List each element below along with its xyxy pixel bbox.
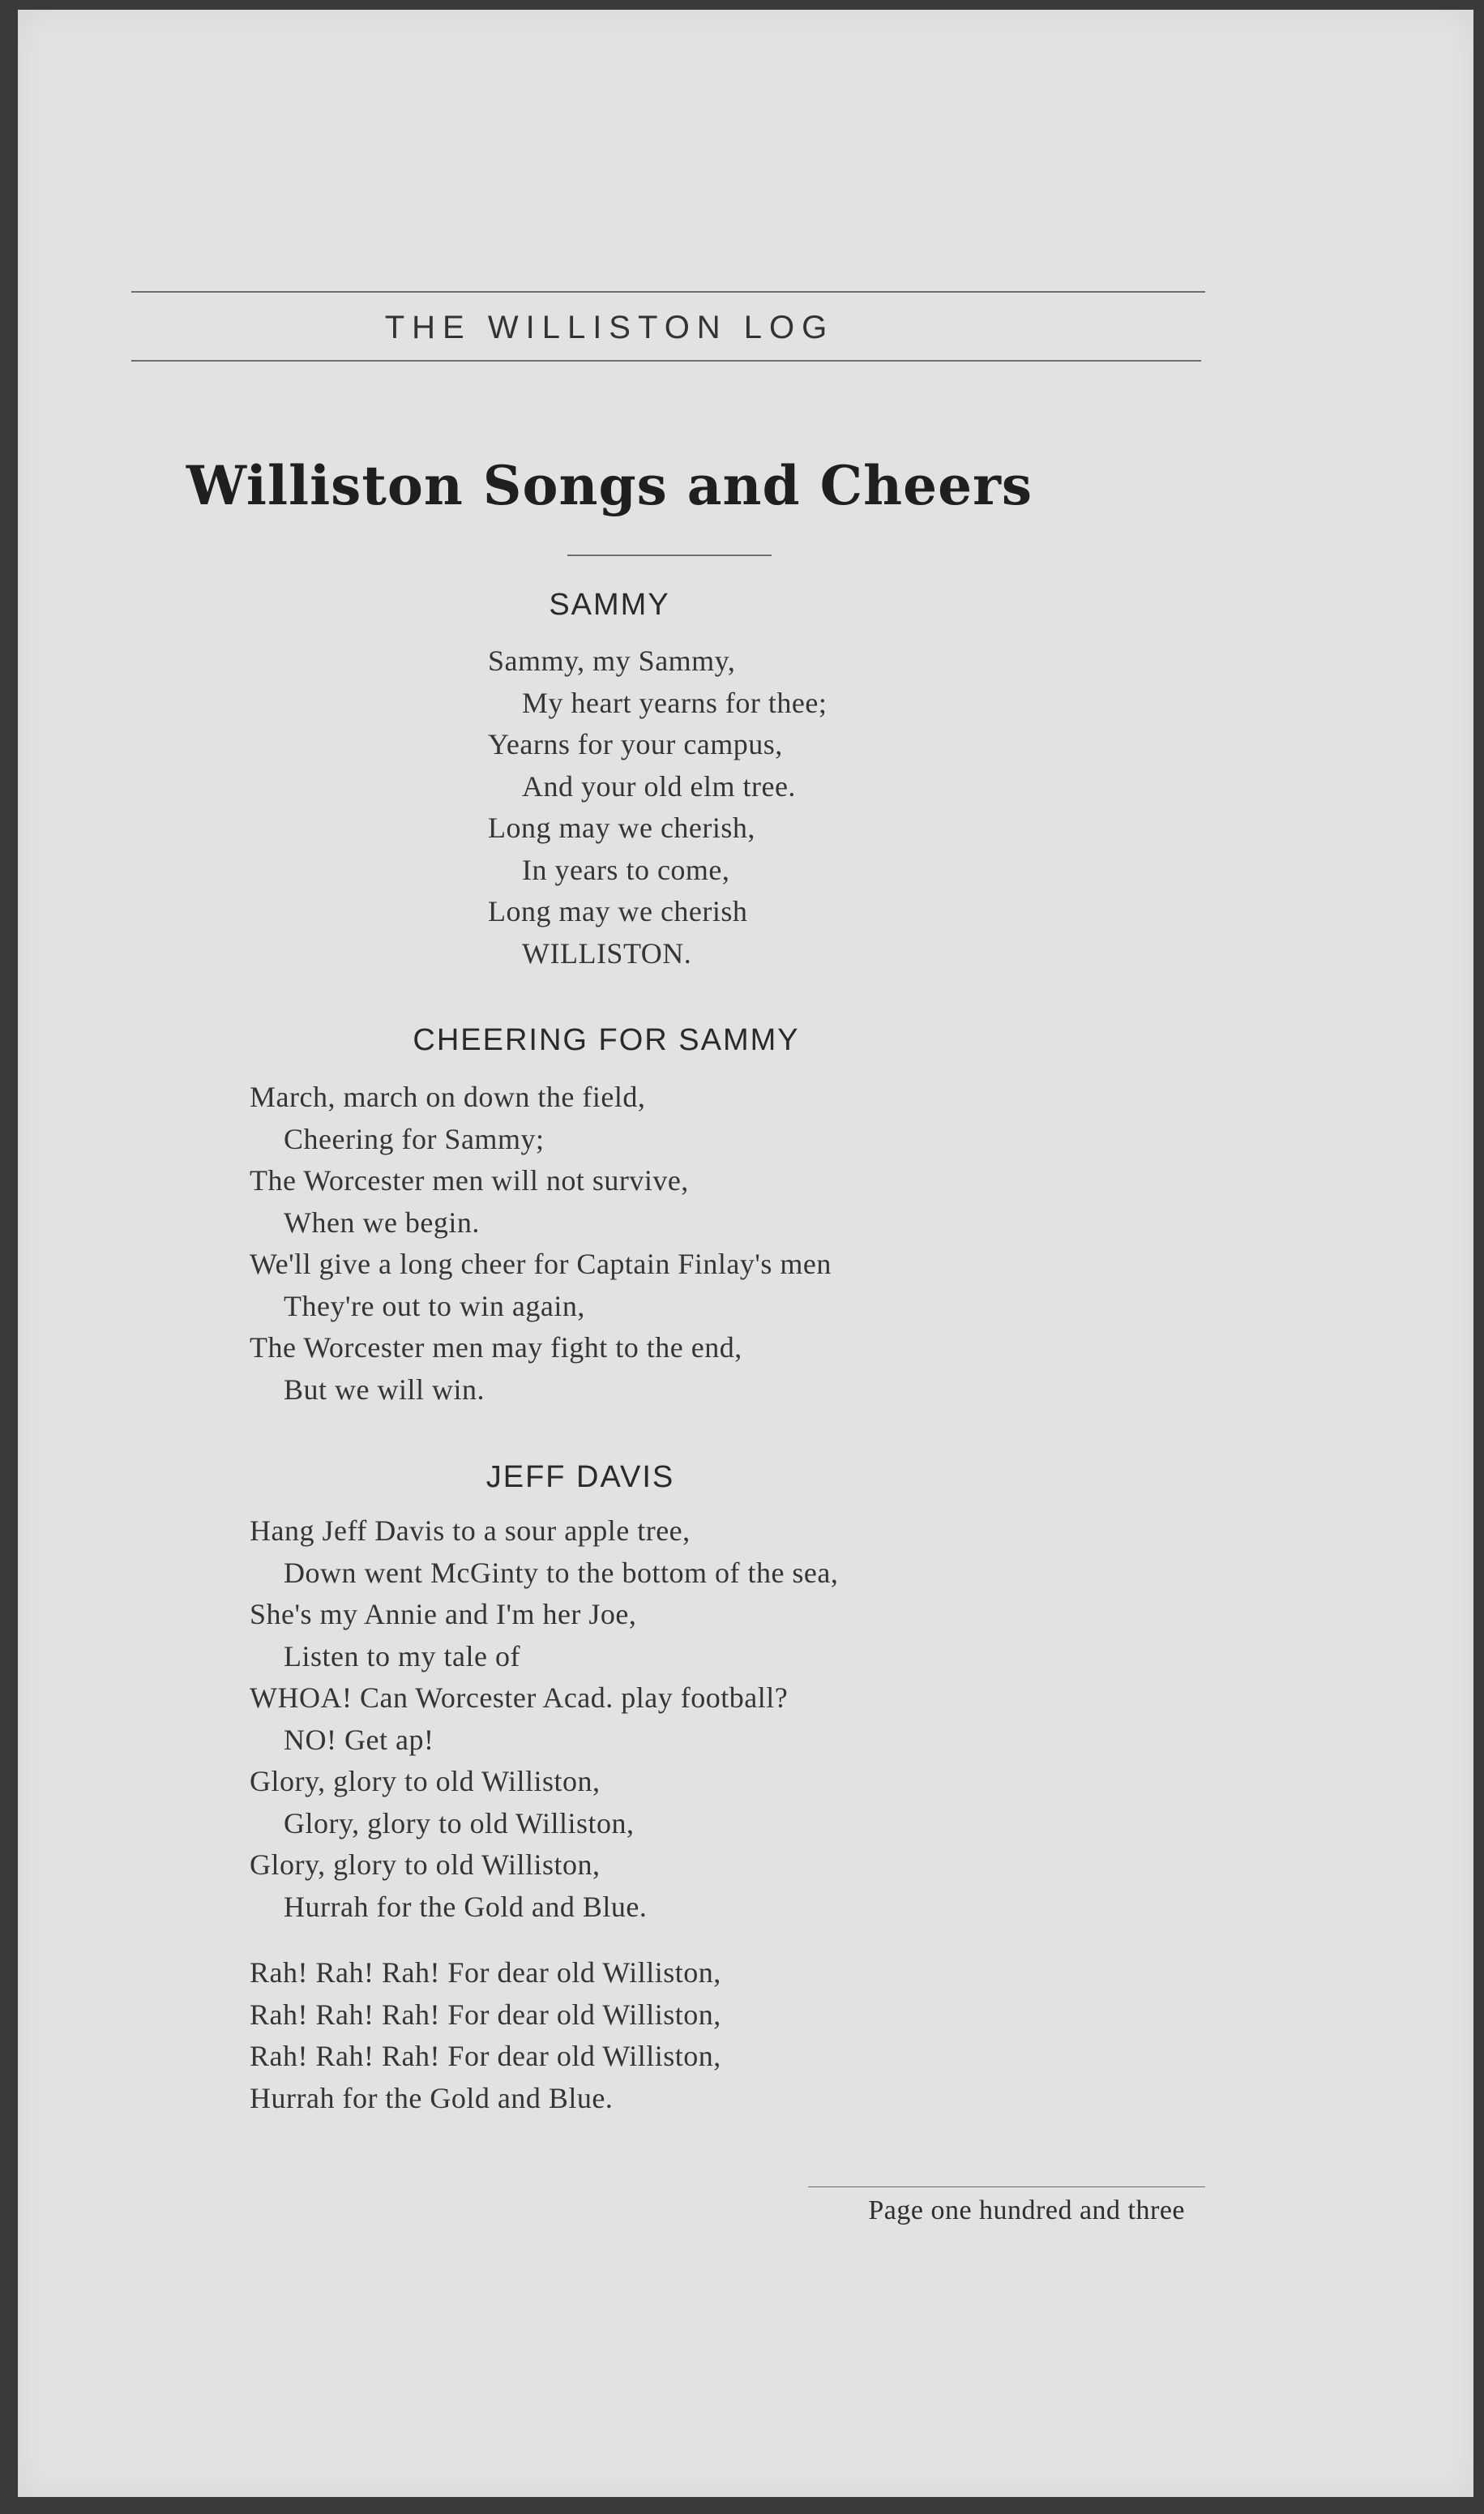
header-rule-top	[131, 291, 1205, 293]
verse-line: The Worcester men will not survive,	[250, 1164, 689, 1197]
verse-line: She's my Annie and I'm her Joe,	[250, 1598, 637, 1630]
running-head: THE WILLISTON LOG	[384, 310, 835, 345]
song-title-sammy: SAMMY	[549, 588, 670, 622]
verse-line: Glory, glory to old Williston,	[284, 1806, 635, 1839]
verse-line: Down went McGinty to the bottom of the sea,	[284, 1556, 839, 1589]
verse-cheering-for-sammy	[250, 1077, 832, 1411]
verse-line: Yearns for your campus,	[488, 728, 783, 760]
verse-line: WHOA! Can Worcester Acad. play football?	[250, 1681, 789, 1714]
verse-line: We'll give a long cheer for Captain Finlay's men	[250, 1248, 832, 1280]
header-rule-bottom	[131, 360, 1201, 362]
verse-line: WILLISTON.	[522, 936, 692, 970]
cheer-jeff-davis	[250, 1952, 721, 2119]
verse-line: Long may we cherish,	[488, 812, 755, 844]
verse-line: Long may we cherish	[488, 895, 748, 927]
verse-line: Glory, glory to old Williston,	[250, 1848, 601, 1881]
title-underline	[567, 555, 772, 556]
verse-line: March, march on down the field,	[250, 1081, 646, 1113]
verse-line: But we will win.	[284, 1373, 485, 1406]
verse-line: Rah! Rah! Rah! For dear old Williston,	[250, 1998, 721, 2031]
song-title-cheering-for-sammy: CHEERING FOR SAMMY	[413, 1023, 800, 1057]
verse-jeff-davis	[250, 1510, 838, 1928]
verse-line: Rah! Rah! Rah! For dear old Williston,	[250, 2040, 721, 2072]
verse-line: The Worcester men may fight to the end,	[250, 1331, 742, 1364]
song-title-jeff-davis: JEFF DAVIS	[485, 1460, 675, 1494]
page-number: Page one hundred and three	[868, 2195, 1185, 2225]
book-page	[18, 10, 1473, 2497]
verse-line: Rah! Rah! Rah! For dear old Williston,	[250, 1956, 721, 1989]
verse-sammy	[488, 640, 827, 974]
folio-rule	[808, 2186, 1205, 2187]
verse-line: And your old elm tree.	[522, 769, 796, 803]
verse-line: Hurrah for the Gold and Blue.	[284, 1890, 648, 1923]
verse-line: In years to come,	[522, 853, 730, 886]
verse-line: When we begin.	[284, 1206, 480, 1239]
verse-line: They're out to win again,	[284, 1289, 585, 1322]
verse-line: My heart yearns for thee;	[522, 686, 828, 719]
page-title: Williston Songs and Cheers	[186, 454, 1033, 517]
verse-line: Cheering for Sammy;	[284, 1122, 545, 1155]
verse-line: Sammy, my Sammy,	[488, 645, 736, 677]
verse-line: Hurrah for the Gold and Blue.	[250, 2081, 614, 2114]
verse-line: Glory, glory to old Williston,	[250, 1765, 601, 1797]
verse-line: NO! Get ap!	[284, 1723, 434, 1756]
verse-line: Listen to my tale of	[284, 1639, 520, 1672]
verse-line: Hang Jeff Davis to a sour apple tree,	[250, 1514, 691, 1547]
